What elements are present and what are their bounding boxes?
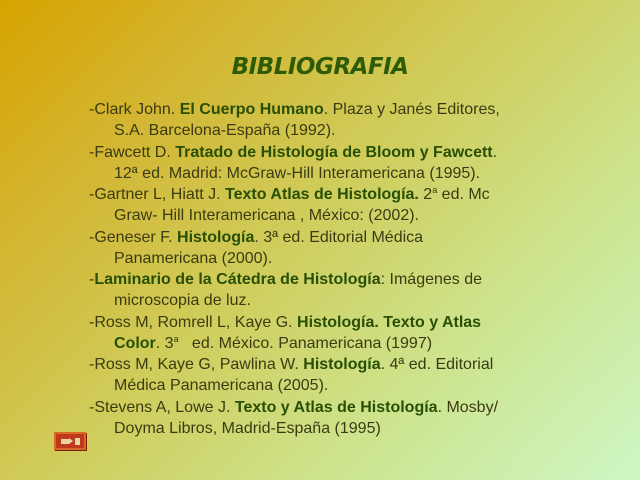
reference-details-continued: Graw- Hill Interamericana , México: (2002).: [114, 207, 419, 225]
reference-title: Tratado de Histología de Bloom y Fawcett: [175, 143, 493, 161]
reference-title: Laminario de la Cátedra de Histología: [94, 271, 381, 288]
reference-dash: -: [89, 271, 95, 288]
reference-authors: -Fawcett D.: [89, 143, 176, 161]
reference-details-continued: S.A. Barcelona-España (1992).: [114, 122, 336, 140]
reference-details: : Imágenes de: [380, 271, 483, 288]
reference-item: [89, 354, 569, 397]
reference-title: Histología. Texto y Atlas: [297, 313, 482, 331]
bibliography-list: [89, 99, 569, 439]
end-bar-icon: [75, 438, 80, 445]
reference-title: El Cuerpo Humano: [179, 101, 324, 118]
reference-title: Texto y Atlas de Histología: [234, 398, 438, 416]
reference-details: ed. México. Panamericana (1997): [178, 334, 433, 352]
reference-details: . 4ª ed. Editorial: [380, 356, 494, 373]
reference-details: . Plaza y Janés Editores,: [323, 101, 500, 118]
reference-authors: -Ross M, Kaye G, Pawlina W.: [89, 356, 304, 373]
reference-edition-superscript: a: [432, 185, 438, 195]
reference-item: [89, 312, 569, 355]
reference-authors: -Stevens A, Lowe J.: [89, 398, 235, 416]
reference-item: [89, 142, 569, 185]
reference-details: .: [492, 143, 498, 161]
reference-edition-superscript: a: [173, 333, 179, 344]
end-show-button[interactable]: [54, 432, 86, 450]
reference-item: [89, 269, 569, 312]
reference-item: [89, 99, 569, 142]
reference-details-continued: Panamericana (2000).: [114, 249, 273, 267]
reference-title: Texto Atlas de Histología.: [225, 186, 419, 203]
reference-details: ed. Mc: [437, 186, 490, 203]
reference-title-continued: Color: [114, 334, 156, 352]
slide-title: BIBLIOGRAFIA: [231, 54, 409, 80]
reference-details-continued: 12ª ed. Madrid: McGraw-Hill Interamericana (1995).: [114, 164, 481, 182]
reference-item: [89, 227, 569, 270]
reference-authors: -Clark John.: [89, 101, 180, 118]
reference-title: Histología: [177, 228, 255, 246]
arrow-right-icon: [61, 439, 69, 444]
reference-authors: -Geneser F.: [89, 228, 178, 246]
reference-details-continued: microscopia de luz.: [114, 292, 251, 310]
reference-authors: -Ross M, Romrell L, Kaye G.: [89, 313, 298, 331]
reference-title: Histología: [303, 356, 381, 373]
reference-edition: . 3: [155, 334, 174, 352]
reference-item: [89, 397, 569, 440]
reference-details-continued: Médica Panamericana (2005).: [114, 377, 329, 395]
reference-edition: 2: [418, 186, 433, 203]
reference-item: [89, 184, 569, 227]
reference-authors: -Gartner L, Hiatt J.: [89, 186, 226, 203]
reference-details: . 3ª ed. Editorial Médica: [254, 228, 424, 246]
reference-details: . Mosby/: [437, 398, 499, 416]
reference-details-continued: Doyma Libros, Madrid-España (1995): [114, 419, 381, 437]
